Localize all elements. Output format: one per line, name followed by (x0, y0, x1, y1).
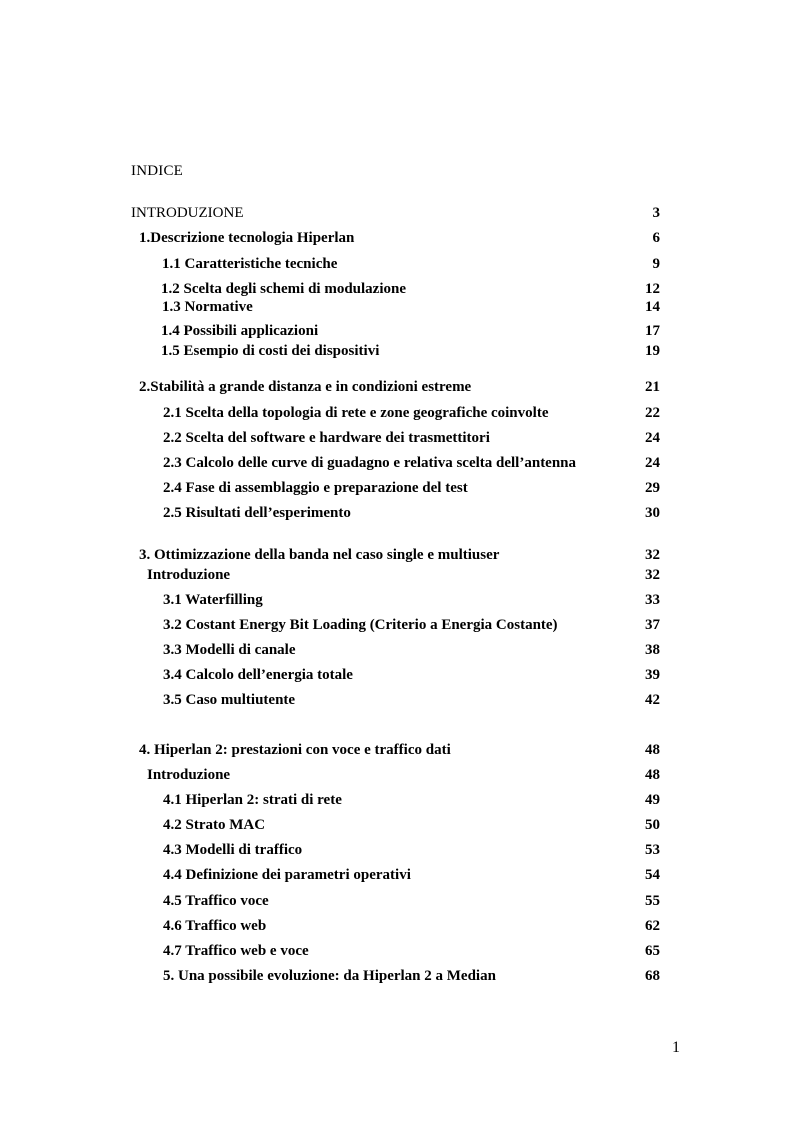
toc-entry-label: 2.4 Fase di assemblaggio e preparazione del test (163, 480, 468, 496)
toc-entry-page: 50 (645, 817, 660, 833)
toc-entry (0, 916, 794, 936)
toc-entry (0, 478, 794, 498)
toc-entry-page: 42 (645, 692, 660, 708)
toc-entry (0, 865, 794, 885)
toc-entry (0, 503, 794, 523)
toc-entry-label: 3.1 Waterfilling (163, 592, 263, 608)
toc-entry-page: 33 (645, 592, 660, 608)
toc-entry-page: 65 (645, 943, 660, 959)
toc-entry-label: 3.3 Modelli di canale (163, 642, 296, 658)
toc-entry (0, 279, 794, 299)
toc-entry-page: 9 (652, 256, 660, 272)
toc-entry-label: 4.1 Hiperlan 2: strati di rete (163, 792, 342, 808)
toc-entry-page: 54 (645, 867, 660, 883)
toc-entry (0, 640, 794, 660)
toc-entry-label: 1.4 Possibili applicazioni (161, 323, 319, 339)
toc-entry-label: 4.3 Modelli di traffico (163, 842, 303, 858)
toc-entry-label: 4.6 Traffico web (163, 918, 267, 934)
toc-entry (0, 740, 794, 760)
toc-entry-label: Introduzione (147, 767, 231, 783)
toc-entry-label: 4. Hiperlan 2: prestazioni con voce e traffico dati (139, 742, 451, 758)
toc-entry (0, 565, 794, 585)
toc-entry (0, 254, 794, 274)
toc-entry-page: 22 (645, 405, 660, 421)
toc-entry (0, 615, 794, 635)
toc-entry-label: 3.2 Costant Energy Bit Loading (Criterio a Energia Costante) (163, 617, 558, 633)
toc-entry-page: 62 (645, 918, 660, 934)
toc-entry-page: 32 (645, 547, 660, 563)
toc-entry-page: 49 (645, 792, 660, 808)
toc-entry-page: 38 (645, 642, 660, 658)
toc-entry (0, 790, 794, 810)
toc-entry-page: 68 (645, 968, 660, 984)
toc-entry-page: 24 (645, 430, 660, 446)
toc-entry-page: 48 (645, 742, 660, 758)
toc-entry-page: 12 (645, 281, 660, 297)
toc-entry (0, 891, 794, 911)
toc-entry (0, 840, 794, 860)
toc-entry (0, 765, 794, 785)
toc-entry-page: 48 (645, 767, 660, 783)
toc-entry-label: 1.3 Normative (162, 299, 253, 315)
toc-entry-page: 32 (645, 567, 660, 583)
toc-entry (0, 321, 794, 341)
toc-entry-page: 30 (645, 505, 660, 521)
toc-entry-page: 3 (652, 205, 660, 221)
toc-entry (0, 545, 794, 565)
toc-entry-label: 2.1 Scelta della topologia di rete e zone geografiche coinvolte (163, 405, 549, 421)
toc-entry-page: 53 (645, 842, 660, 858)
toc-entry-page: 37 (645, 617, 660, 633)
toc-entry (0, 941, 794, 961)
toc-entry-label: 3.5 Caso multiutente (163, 692, 296, 708)
toc-entry-page: 39 (645, 667, 660, 683)
toc-entry-label: 3. Ottimizzazione della banda nel caso single e multiuser (139, 547, 500, 563)
toc-entry (0, 228, 794, 248)
toc-entry-label: 4.2 Strato MAC (163, 817, 266, 833)
toc-entry-page: 19 (645, 343, 660, 359)
toc-entry (0, 297, 794, 317)
toc-entry-label: Introduzione (147, 567, 231, 583)
toc-entry-page: 55 (645, 893, 660, 909)
toc-entry-page: 17 (645, 323, 660, 339)
toc-entry (0, 203, 794, 223)
toc-entry-label: 2.Stabilità a grande distanza e in condizioni estreme (139, 379, 472, 395)
toc-entry-label: INTRODUZIONE (131, 205, 244, 221)
toc-entry (0, 453, 794, 473)
toc-entry-label: 1.Descrizione tecnologia Hiperlan (139, 230, 355, 246)
toc-entry-label: 2.3 Calcolo delle curve di guadagno e relativa scelta dell’antenna (163, 455, 577, 471)
toc-entry (0, 377, 794, 397)
toc-entry-label: 5. Una possibile evoluzione: da Hiperlan 2 a Median (163, 968, 496, 984)
toc-entry-label: 1.5 Esempio di costi dei dispositivi (161, 343, 380, 359)
toc-entry (0, 428, 794, 448)
page-number: 1 (672, 1039, 680, 1056)
toc-entry-label: 4.4 Definizione dei parametri operativi (163, 867, 411, 883)
toc-entry (0, 966, 794, 986)
toc-entry (0, 341, 794, 361)
toc-entry-label: 3.4 Calcolo dell’energia totale (163, 667, 353, 683)
toc-entry (0, 403, 794, 423)
toc-entry-page: 29 (645, 480, 660, 496)
toc-entry (0, 590, 794, 610)
toc-entry-label: 2.5 Risultati dell’esperimento (163, 505, 351, 521)
toc-entry-label: 1.1 Caratteristiche tecniche (162, 256, 338, 272)
toc-entry (0, 815, 794, 835)
toc-entry-page: 24 (645, 455, 660, 471)
toc-entry-page: 14 (645, 299, 660, 315)
toc-entry (0, 690, 794, 710)
toc-entry-page: 21 (645, 379, 660, 395)
toc-entry-label: 2.2 Scelta del software e hardware dei trasmettitori (163, 430, 490, 446)
toc-entry-label: 1.2 Scelta degli schemi di modulazione (161, 281, 406, 297)
page-title: INDICE (131, 163, 184, 179)
toc-entry-label: 4.5 Traffico voce (163, 893, 269, 909)
toc-entry-page: 6 (652, 230, 660, 246)
toc-entry-label: 4.7 Traffico web e voce (163, 943, 309, 959)
toc-entry (0, 665, 794, 685)
